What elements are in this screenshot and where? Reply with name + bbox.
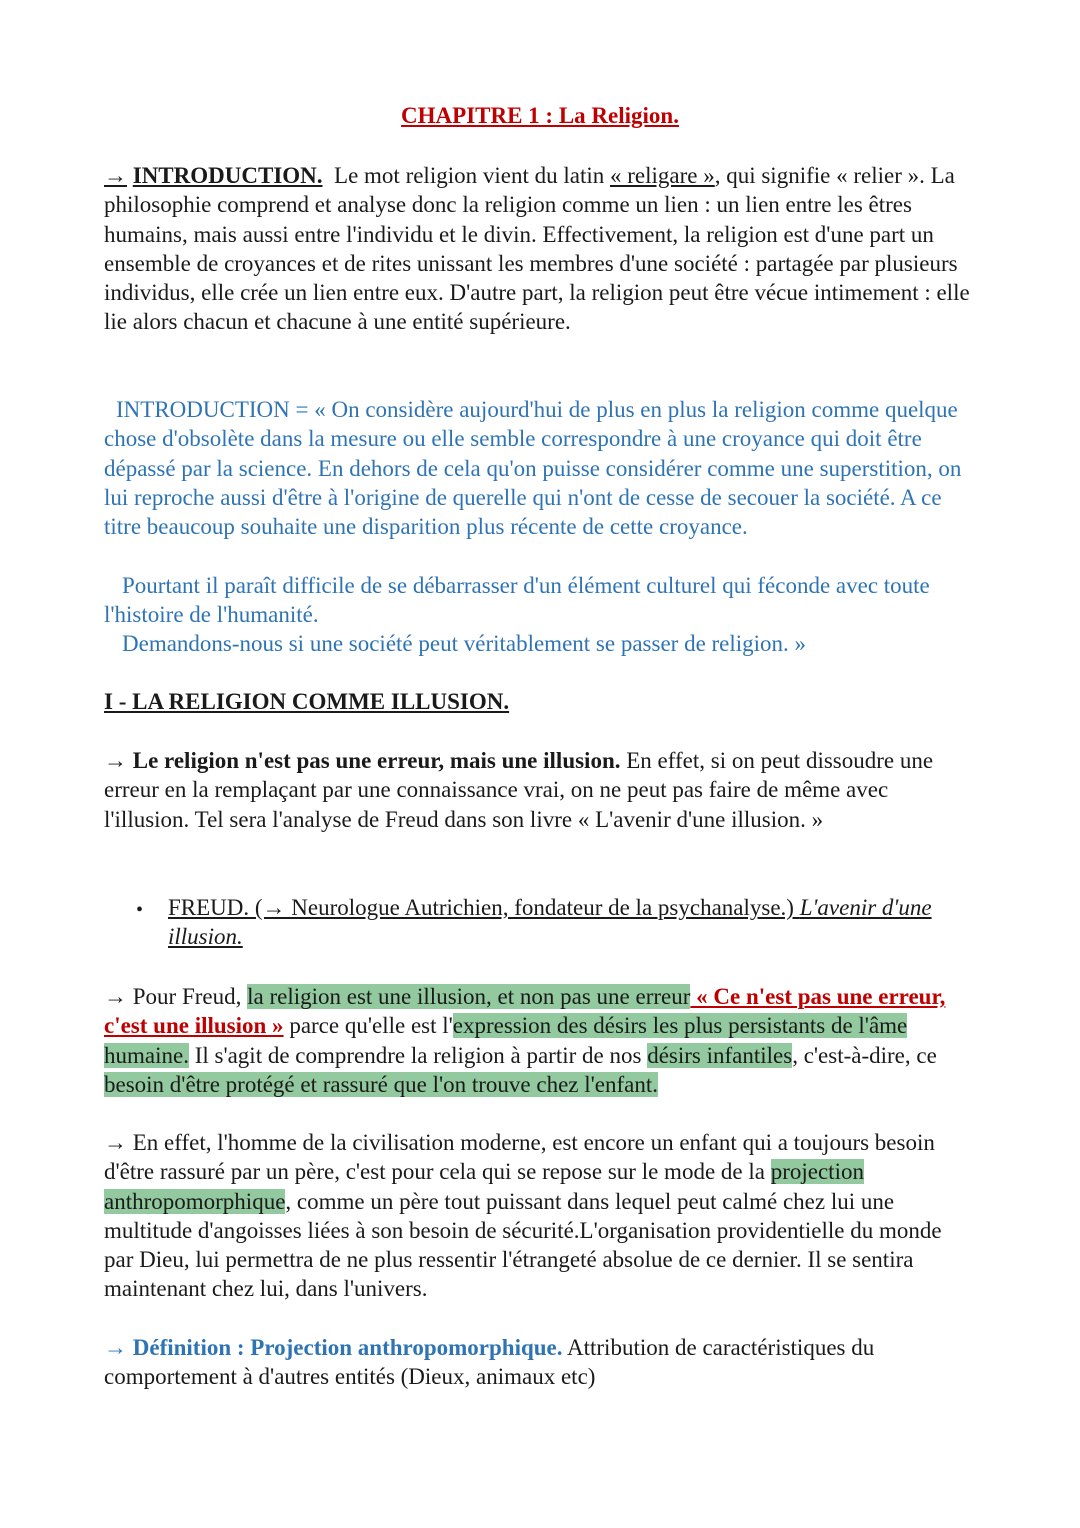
intro-paragraph [104,161,974,337]
freud-highlight-4: besoin d'être protégé et rassuré que l'on trouve chez l'enfant. [104,1071,658,1097]
freud-red-quote: « Ce n'est pas une erreur, c'est une illusion » [104,984,946,1039]
intro-quote-text-1: INTRODUCTION = « On considère aujourd'hui de plus en plus la religion comme quelque chose d'obsolète dans la mesure ou elle semble correspondre à une croyance qui doit être dépassé par la science. En dehors de cela qu'on puisse considérer comme une superstition, on lui reproche aussi d'être à l'origine de querelle qui n'ont de cesse de secouer la société. A ce titre beaucoup souhaite une disparition plus récente de cette croyance. [104,397,962,540]
freud-text-2: parce qu'elle est l' [283,1013,453,1039]
illusion-paragraph [104,746,974,834]
illusion-bold: Le religion n'est pas une erreur, mais une illusion. [132,748,621,773]
intro-text-end: , qui signifie « relier ». La philosophie comprend et analyse donc la religion comme un lien : un lien entre les êtres humains, mais aussi entre l'individu et le divin. Effectivement, la religion est d'une part un ensemble de croyances et de rites unissant les membres d'une société : partagée par plusieurs individus, elle crée un lien entre eux. D'autre part, la religion peut être vécue intimement : elle lie alors chacun et chacune à une entité supérieure. [104,163,970,335]
freud-highlight-1: la religion est une illusion, et non pas une erreur [247,984,691,1009]
freud-highlight-3: désirs infantiles [647,1042,793,1068]
freud-text-1: → Pour Freud, [104,984,248,1009]
effet-text-1: → En effet, l'homme de la civilisation moderne, est encore un enfant qui a toujours besoin d'être rassuré par un père, c'est pour cela qui se repose sur le mode de la [104,1130,935,1185]
intro-quote-p3 [104,629,974,658]
intro-quote-text-3: Demandons-nous si une société peut véritablement se passer de religion. » [122,631,807,656]
definition-paragraph [104,1333,974,1392]
section-heading: I - LA RELIGION COMME ILLUSION. [104,689,510,714]
freud-work-title: L'avenir d'une illusion. [168,895,932,950]
freud-paragraph [104,982,974,1099]
definition-label: → Définition : Projection anthropomorphique. [104,1335,563,1360]
illusion-arrow: → [104,748,127,773]
effet-paragraph [104,1128,974,1304]
intro-quote-text-2: Pourtant il paraît difficile de se débarrasser d'un élément culturel qui féconde avec toute l'histoire de l'humanité. [104,573,930,628]
freud-bullet-text: FREUD. (→ Neurologue Autrichien, fondateur de la psychanalyse.) [168,895,800,920]
latin-quote: « religare » [609,163,715,188]
effet-text-2: , comme un père tout puissant dans lequel peut calmé chez lui une multitude d'angoisses liées à son besoin de sécurité.L'organisation providentielle du monde par Dieu, lui permettra de ne plus ressentir l'étrangeté absolue de ce dernier. Il se sentira maintenant chez lui, dans l'univers. [104,1188,942,1302]
intro-quote-p2 [104,571,974,630]
chapter-title: CHAPITRE 1 : La Religion. [401,103,679,128]
freud-bullet [168,893,968,952]
intro-text-start: Le mot religion vient du latin [334,163,610,188]
bullet-dot: • [136,899,144,921]
intro-arrow: → [104,163,127,188]
freud-text-4: , c'est-à-dire, ce [792,1042,937,1068]
definition-text: Attribution de caractéristiques du comportement à d'autres entités (Dieux, animaux etc) [104,1335,875,1390]
freud-text-3: Il s'agit de comprendre la religion à partir de nos [188,1042,648,1068]
effet-highlight: projection anthropomorphique [104,1159,864,1214]
illusion-text: En effet, si on peut dissoudre une erreur en la remplaçant par une connaissance vrai, on ne peut pas faire de même avec l'illusion. Tel sera l'analyse de Freud dans son livre « L'avenir d'une illusion. » [104,748,934,832]
intro-quote-p1 [104,395,974,541]
intro-heading: INTRODUCTION. [132,163,323,188]
freud-highlight-2: expression des désirs les plus persistants de l'âme humaine. [104,1013,908,1068]
